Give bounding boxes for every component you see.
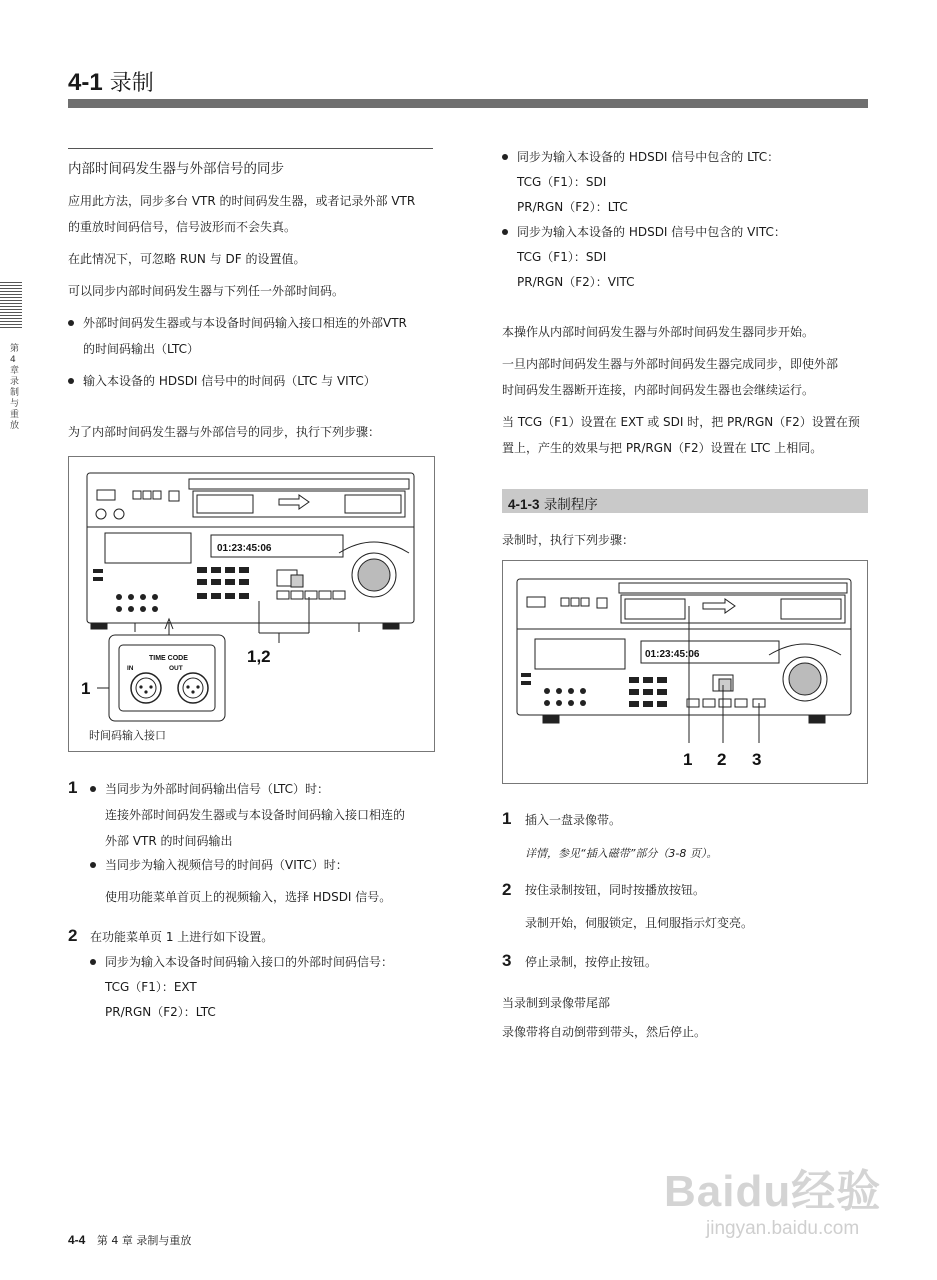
step1-bullet-d: 当同步为输入视频信号的时间码（VITC）时： bbox=[105, 858, 348, 872]
end-text: 录像带将自动倒带到带头，然后停止。 bbox=[502, 1025, 707, 1039]
step1-text: 插入一盘录像带。 bbox=[525, 813, 622, 827]
step1-line-c: 外部 VTR 的时间码输出 bbox=[105, 834, 233, 848]
section-number: 4-1 bbox=[68, 69, 103, 96]
step3-text: 停止录制，按停止按钮。 bbox=[525, 955, 658, 969]
setting-prrgn: PR/RGN（F2）：LTC bbox=[517, 200, 628, 214]
vtr-diagram bbox=[69, 457, 434, 751]
step1-bullet-a: 当同步为外部时间码输出信号（LTC）时： bbox=[105, 782, 330, 796]
end-heading: 当录制到录像带尾部 bbox=[502, 996, 611, 1010]
paragraph: 一旦内部时间码发生器与外部时间码发生器完成同步，即使外部 bbox=[502, 357, 839, 371]
paragraph: 当 TCG（F1）设置在 EXT 或 SDI 时，把 PR/RGN（F2）设置在预 bbox=[502, 415, 860, 429]
step-number: 2 bbox=[68, 926, 78, 945]
page-title bbox=[68, 66, 154, 97]
step2-line-a: 在功能菜单页 1 上进行如下设置。 bbox=[90, 930, 274, 944]
time-code-panel-label: TIME CODE bbox=[149, 655, 188, 662]
paragraph-cont: 时间码发生器断开连接，内部时间码发生器也会继续运行。 bbox=[502, 383, 815, 397]
intro-line-1: 应用此方法，同步多台 VTR 的时间码发生器，或者记录外部 VTR bbox=[68, 194, 416, 208]
step2-text: 按住录制按钮，同时按播放按钮。 bbox=[525, 883, 706, 897]
step1-line-b: 连接外部时间码发生器或与本设备时间码输入接口相连的 bbox=[105, 808, 406, 822]
bullet-item: 输入本设备的 HDSDI 信号中的时间码（LTC 与 VITC） bbox=[83, 374, 376, 388]
section-title: 录制 bbox=[109, 71, 154, 96]
vtr-figure-right bbox=[502, 560, 868, 784]
header-rule bbox=[68, 99, 868, 108]
intro-line-4: 可以同步内部时间码发生器与下列任一外部时间码。 bbox=[68, 284, 345, 298]
rec-intro: 录制时，执行下列步骤： bbox=[502, 533, 635, 547]
step-number: 2 bbox=[502, 880, 512, 899]
timecode-display: 01:23:45:06 bbox=[645, 649, 700, 660]
out-label: OUT bbox=[169, 665, 183, 672]
in-label: IN bbox=[127, 665, 134, 672]
bullet-item: 同步为输入本设备的 HDSDI 信号中包含的 LTC： bbox=[517, 150, 780, 164]
setting-tcg: TCG（F1）：SDI bbox=[517, 175, 607, 189]
bullet-item-cont: 的时间码输出（LTC） bbox=[83, 342, 200, 356]
intro-line-3: 在此情况下，可忽略 RUN 与 DF 的设置值。 bbox=[68, 252, 306, 266]
baidu-watermark-url: jingyan.baidu.com bbox=[706, 1218, 860, 1239]
step2-note: 录制开始，伺服锁定，且伺服指示灯变亮。 bbox=[525, 916, 754, 930]
vtr-figure-left bbox=[68, 456, 435, 752]
bullet-item: 外部时间码发生器或与本设备时间码输入接口相连的外部VTR bbox=[83, 316, 407, 330]
paragraph: 本操作从内部时间码发生器与外部时间码发生器同步开始。 bbox=[502, 325, 815, 339]
timecode-display: 01:23:45:06 bbox=[217, 543, 272, 554]
paragraph-cont: 置上，产生的效果与把 PR/RGN（F2）设置在 LTC 上相同。 bbox=[502, 441, 823, 455]
step2-prrgn: PR/RGN（F2）：LTC bbox=[105, 1005, 216, 1019]
baidu-watermark: Baidu经验 bbox=[664, 1167, 882, 1216]
setting-tcg: TCG（F1）：SDI bbox=[517, 250, 607, 264]
step-number: 1 bbox=[68, 778, 78, 797]
chapter-tab-marker bbox=[0, 282, 22, 328]
subsection-number: 4-1-3 bbox=[508, 497, 540, 512]
subsection-heading bbox=[508, 493, 598, 513]
callout-3: 3 bbox=[752, 750, 762, 769]
step2-tcg: TCG（F1）：EXT bbox=[105, 980, 197, 994]
figure-caption: 时间码输入接口 bbox=[89, 729, 166, 742]
subsection-title: 录制程序 bbox=[543, 497, 598, 513]
callout-1-2: 1,2 bbox=[247, 647, 271, 666]
callout-1: 1 bbox=[81, 679, 91, 698]
vtr-diagram bbox=[503, 561, 867, 783]
callout-1: 1 bbox=[683, 750, 693, 769]
step1-note: 详情，参见“插入磁带”部分（3-8 页）。 bbox=[525, 847, 718, 860]
intro-line-2: 的重放时间码信号，信号波形而不会失真。 bbox=[68, 220, 297, 234]
callout-2: 2 bbox=[717, 750, 727, 769]
bullet-item: 同步为输入本设备的 HDSDI 信号中包含的 VITC： bbox=[517, 225, 786, 239]
steps-intro: 为了内部时间码发生器与外部信号的同步，执行下列步骤： bbox=[68, 425, 381, 439]
page-number: 4-4 bbox=[68, 1233, 86, 1247]
step1-line-e: 使用功能菜单首页上的视频输入，选择 HDSDI 信号。 bbox=[105, 890, 392, 904]
step-number: 1 bbox=[502, 809, 512, 828]
section-rule bbox=[68, 148, 433, 149]
chapter-side-label: 第 4 章 录制与重放 bbox=[10, 344, 20, 431]
section-heading: 内部时间码发生器与外部信号的同步 bbox=[68, 161, 284, 177]
setting-prrgn: PR/RGN（F2）：VITC bbox=[517, 275, 635, 289]
step2-bullet-b: 同步为输入本设备时间码输入接口的外部时间码信号： bbox=[105, 955, 394, 969]
footer-chapter: 第 4 章 录制与重放 bbox=[96, 1234, 192, 1247]
page-footer bbox=[68, 1232, 191, 1248]
step-number: 3 bbox=[502, 951, 512, 970]
